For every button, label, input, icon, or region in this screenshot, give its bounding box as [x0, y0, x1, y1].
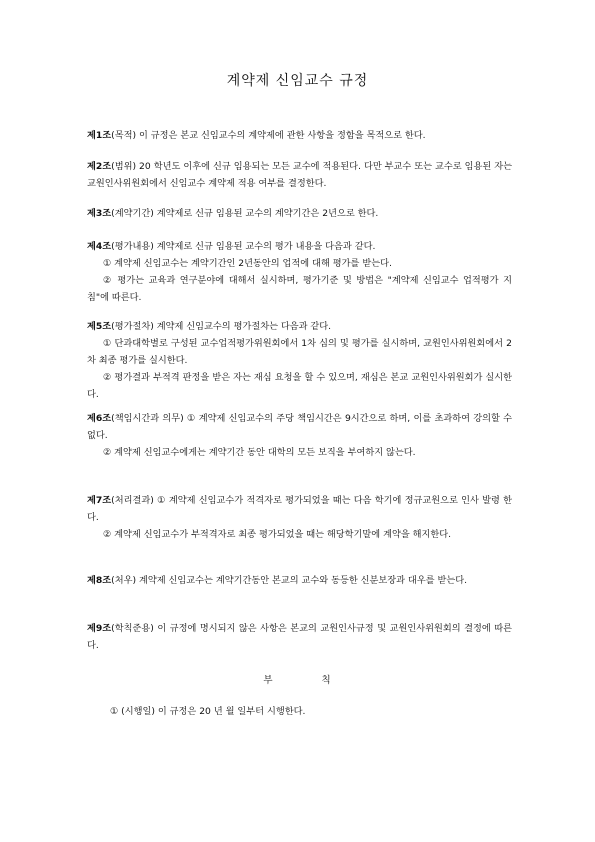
article-4: [87, 238, 512, 306]
article-text: (평가절차) 계약제 신임교수의 평가절차는 다음과 같다.: [111, 321, 332, 332]
article-paragraph: ① 단과대학별로 구성된 교수업적평가위원회에서 1차 심의 및 평가를 실시하며, 교원인사위원회에서 2차 최종 평가를 실시한다.: [87, 338, 512, 366]
article-5: [87, 318, 512, 403]
article-number: 제4조: [87, 241, 112, 252]
article-1: [87, 127, 512, 144]
article-paragraph: ② 계약제 신임교수에게는 계약기간 동안 대학의 모든 보직을 부여하지 않는다.: [103, 447, 416, 458]
article-paragraph: ① 계약제 신임교수는 계약기간인 2년동안의 업적에 대해 평가를 받는다.: [103, 258, 392, 269]
article-number: 제7조: [87, 495, 112, 506]
article-number: 제1조: [87, 130, 112, 141]
article-number: 제9조: [87, 623, 112, 634]
supplementary-title-left: 부: [263, 675, 274, 686]
article-text: (처우) 계약제 신임교수는 계약기간동안 본교의 교수와 동등한 신분보장과 대우를 받는다.: [111, 575, 468, 586]
article-3: [87, 205, 512, 222]
article-number: 제6조: [87, 413, 112, 424]
document-title: 계약제 신임교수 규정: [226, 73, 369, 89]
supplementary-title: [0, 672, 595, 686]
article-text: (목적) 이 규정은 본교 신임교수의 계약제에 관한 사항을 정함을 목적으로 한다.: [111, 130, 426, 141]
article-text: (범위) 20 학년도 이후에 신규 임용되는 모든 교수에 적용된다. 다만 부교수 또는 교수로 임용된 자는 교원인사위원회에서 신임교수 계약제 적용 여부를 결정한다.: [87, 161, 512, 189]
article-6: [87, 410, 512, 461]
article-8: [87, 572, 512, 589]
article-paragraph: ② 평가는 교육과 연구분야에 대해서 실시하며, 평가기준 및 방법은 "계약제 신임교수 업적평가 지침"에 따른다.: [87, 275, 512, 303]
article-text: (학칙준용) 이 규정에 명시되지 않은 사항은 본교의 교원인사규정 및 교원인사위원회의 결정에 따른다.: [87, 623, 512, 651]
article-7: [87, 492, 512, 543]
supplementary-title-right: 칙: [321, 675, 332, 686]
article-number: 제2조: [87, 161, 112, 172]
article-paragraph: ② 평가결과 부적격 판정을 받은 자는 재심 요청을 할 수 있으며, 재심은 본교 교원인사위원회가 실시한다.: [87, 372, 512, 400]
article-number: 제5조: [87, 321, 112, 332]
article-9: [87, 620, 512, 654]
article-paragraph: ② 계약제 신임교수가 부적격자로 최종 평가되었을 때는 해당학기말에 계약을 해지한다.: [103, 529, 452, 540]
supplementary-item: ① (시행일) 이 규정은 20 년 월 일부터 시행한다.: [110, 706, 306, 717]
article-text: (계약기간) 계약제로 신규 임용된 교수의 계약기간은 2년으로 한다.: [111, 208, 379, 219]
article-text: (책임시간과 의무) ① 계약제 신임교수의 주당 책임시간은 9시간으로 하며, 이를 초과하여 강의할 수 없다.: [87, 413, 512, 441]
article-text: (처리결과) ① 계약제 신임교수가 적격자로 평가되었을 때는 다음 학기에 정규교원으로 인사 발령 한다.: [87, 495, 512, 523]
article-text: (평가내용) 계약제로 신규 임용된 교수의 평가 내용을 다음과 같다.: [111, 241, 376, 252]
article-number: 제8조: [87, 575, 112, 586]
article-2: [87, 158, 512, 192]
article-number: 제3조: [87, 208, 112, 219]
